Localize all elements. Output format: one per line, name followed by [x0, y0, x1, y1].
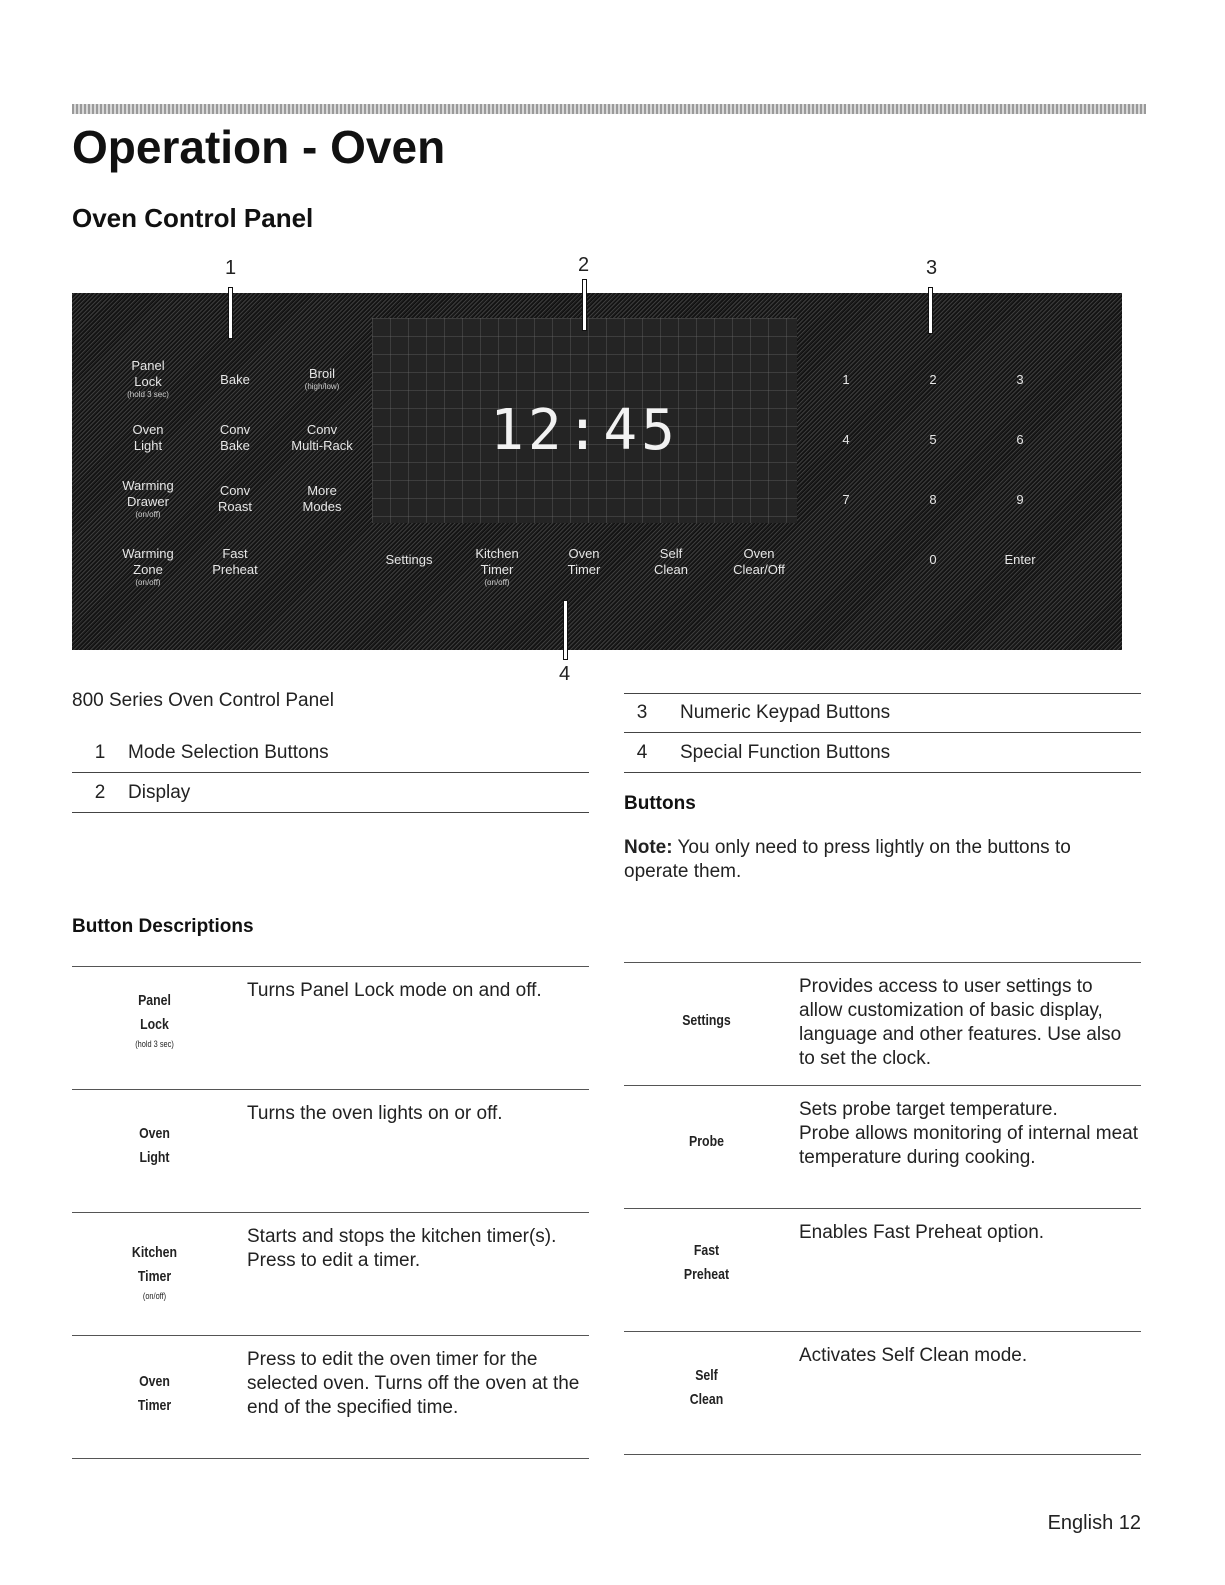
callout-3: 3	[926, 257, 938, 279]
keypad-0: 0	[929, 552, 937, 567]
panel-display	[372, 318, 797, 523]
keypad-1: 1	[842, 372, 850, 387]
display-time: 12:45	[490, 398, 679, 463]
keypad-3: 3	[1016, 372, 1024, 387]
panel-btn-more-modes: More Modes	[302, 483, 342, 514]
page-number: English 12	[1047, 1512, 1141, 1534]
callout-1-leader	[228, 287, 233, 339]
panel-btn-oven-clear-off: Oven Clear/Off	[733, 546, 785, 577]
legend-row: 1 Mode Selection Buttons	[72, 733, 589, 773]
panel-caption: 800 Series Oven Control Panel	[72, 690, 334, 711]
panel-btn-conv-bake: Conv Bake	[219, 422, 251, 453]
legend-row: 4 Special Function Buttons	[624, 733, 1141, 773]
panel-btn-bake: Bake	[220, 372, 250, 387]
description-button-label: Probe	[689, 1133, 724, 1150]
keypad-9: 9	[1016, 492, 1024, 507]
table-end-rule	[72, 1458, 589, 1459]
callout-2-leader	[582, 279, 587, 331]
description-text: Press to edit the oven timer for the selected oven. Turns off the oven at the end of the specified time.	[247, 1349, 580, 1418]
description-button-label: Self Clean	[689, 1367, 724, 1408]
keypad-6: 6	[1016, 432, 1024, 447]
description-button-label: Oven Timer	[137, 1373, 172, 1414]
panel-btn-broil: Broil (high/low)	[304, 366, 340, 391]
legend-row: 3 Numeric Keypad Buttons	[624, 693, 1141, 733]
keypad-enter: Enter	[1004, 552, 1036, 567]
panel-btn-oven-timer: Oven Timer	[567, 546, 601, 577]
description-button-label: Fast Preheat	[683, 1242, 730, 1283]
description-row	[72, 1335, 589, 1458]
description-button-label: Oven Light	[139, 1125, 170, 1166]
note: Note: You only need to press lightly on the buttons to operate them.	[624, 837, 1071, 882]
legend-row: 2 Display	[72, 773, 589, 813]
description-text: Provides access to user settings to allow customization of basic display, language and other features. Use also to set the clock.	[799, 976, 1122, 1069]
legend-left	[72, 733, 589, 813]
description-row	[624, 1085, 1141, 1208]
description-row	[624, 962, 1141, 1085]
panel-btn-kitchen-timer: Kitchen Timer (on/off)	[475, 546, 519, 587]
button-descriptions-heading: Button Descriptions	[72, 916, 254, 937]
description-text: Turns the oven lights on or off.	[247, 1103, 503, 1124]
panel-btn-warming-drawer: Warming Drawer (on/off)	[122, 478, 174, 519]
keypad-4: 4	[842, 432, 850, 447]
callout-4-leader	[563, 600, 568, 660]
description-text: Sets probe target temperature. Probe allows monitoring of internal meat temperature during cooking.	[799, 1099, 1139, 1168]
section-title: Oven Control Panel	[72, 203, 314, 233]
panel-btn-warming-zone: Warming Zone (on/off)	[122, 546, 174, 587]
table-end-rule	[624, 1454, 1141, 1455]
page-title: Operation - Oven	[72, 121, 446, 173]
description-text: Turns Panel Lock mode on and off.	[247, 980, 542, 1001]
callout-3-leader	[928, 287, 933, 334]
panel-btn-conv-multi-rack: Conv Multi-Rack	[291, 422, 353, 453]
description-row	[72, 1089, 589, 1212]
description-button-label: Kitchen Timer (on/off)	[131, 1244, 178, 1301]
panel-btn-conv-roast: Conv Roast	[218, 483, 252, 514]
callout-4: 4	[559, 663, 571, 685]
buttons-heading: Buttons	[624, 793, 696, 814]
panel-btn-settings: Settings	[385, 552, 433, 567]
keypad-2: 2	[929, 372, 937, 387]
panel-btn-self-clean: Self Clean	[654, 546, 688, 577]
keypad-7: 7	[842, 492, 850, 507]
panel-btn-oven-light: Oven Light	[132, 422, 164, 453]
keypad-8: 8	[929, 492, 937, 507]
oven-control-panel-image	[72, 293, 1122, 650]
description-row	[72, 1212, 589, 1335]
description-row	[624, 1208, 1141, 1331]
callout-2: 2	[578, 254, 590, 276]
panel-btn-panel-lock: Panel Lock (hold 3 sec)	[127, 358, 169, 399]
descriptions-left	[72, 966, 589, 1459]
callout-1: 1	[225, 257, 237, 279]
keypad-5: 5	[929, 432, 937, 447]
description-text: Starts and stops the kitchen timer(s). Press to edit a timer.	[247, 1226, 557, 1271]
description-button-label: Settings	[682, 1012, 731, 1029]
description-text: Enables Fast Preheat option.	[799, 1222, 1045, 1243]
header-rule	[72, 104, 1146, 114]
description-row	[624, 1331, 1141, 1454]
description-button-label: Panel Lock (hold 3 sec)	[135, 992, 174, 1049]
description-text: Activates Self Clean mode.	[799, 1345, 1028, 1366]
panel-btn-fast-preheat: Fast Preheat	[212, 546, 258, 577]
legend-right	[624, 693, 1141, 773]
descriptions-right	[624, 962, 1141, 1455]
description-row	[72, 966, 589, 1089]
